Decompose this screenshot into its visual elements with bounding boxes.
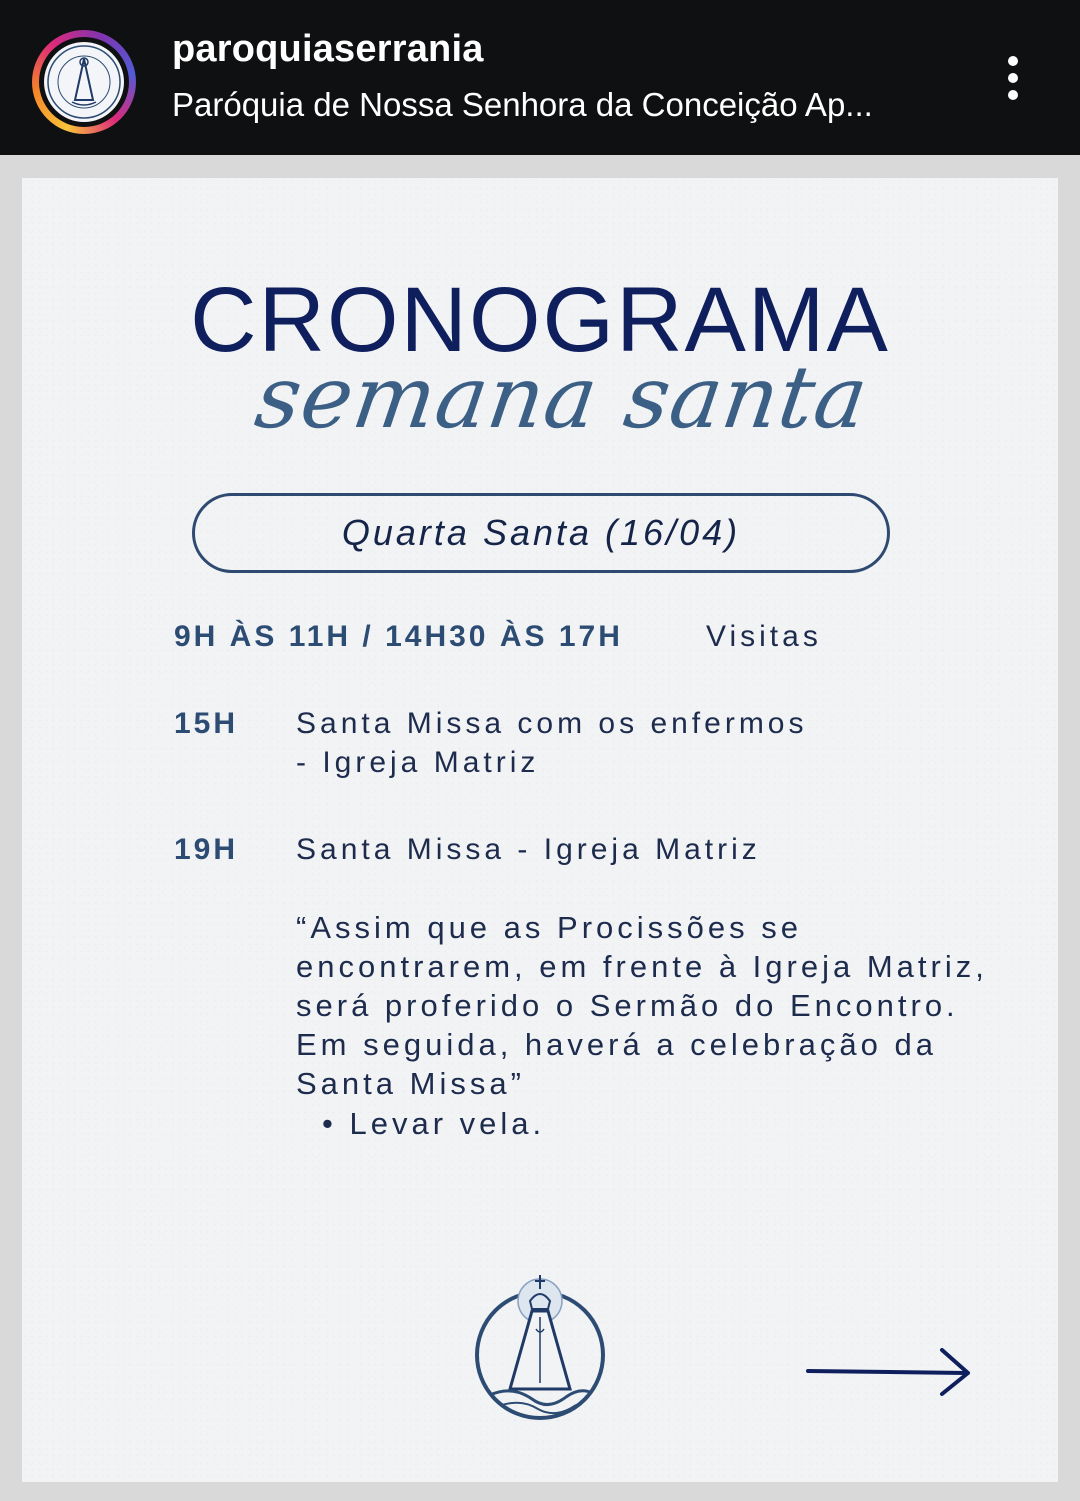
schedule-time: 15H xyxy=(174,707,239,740)
avatar-border xyxy=(39,37,129,127)
parish-logo-avatar-icon xyxy=(44,42,124,122)
schedule-desc: Visitas xyxy=(706,620,822,653)
bullet-text: Levar vela. xyxy=(349,1106,546,1141)
arrow-right-icon[interactable] xyxy=(804,1344,974,1398)
schedule-desc-cont: - Igreja Matriz xyxy=(296,746,540,779)
schedule-time: 19H xyxy=(174,833,239,866)
schedule-time: 9H ÀS 11H / 14H30 ÀS 17H xyxy=(174,620,623,653)
more-options-button[interactable] xyxy=(990,50,1038,106)
schedule-desc: Santa Missa com os enfermos xyxy=(296,707,808,740)
more-vertical-icon-dot xyxy=(1008,73,1018,83)
procession-note: “Assim que as Procissões se encontrarem, em frente à Igreja Matriz, será proferido o Sermão do Encontro. Em seguida, haverá a celebração da Santa Missa” xyxy=(296,910,988,1101)
more-vertical-icon-dot xyxy=(1008,56,1018,66)
our-lady-aparecida-logo-icon xyxy=(472,1273,608,1428)
day-label: Quarta Santa (16/04) xyxy=(192,493,890,573)
username[interactable]: paroquiaserrania xyxy=(172,28,484,70)
schedule-row xyxy=(174,833,238,867)
post-image[interactable] xyxy=(22,178,1058,1482)
story-ring[interactable] xyxy=(32,30,136,134)
post-header xyxy=(0,0,1080,155)
schedule-row xyxy=(174,707,238,741)
schedule-row xyxy=(174,620,623,654)
bullet-item: • Levar vela. xyxy=(322,1106,546,1141)
post-subtitle: semana santa xyxy=(249,348,875,448)
schedule-desc: Santa Missa - Igreja Matriz xyxy=(296,833,761,866)
avatar[interactable] xyxy=(44,42,124,122)
more-vertical-icon-dot xyxy=(1008,90,1018,100)
post-title: CRONOGRAMA xyxy=(190,269,890,371)
account-fullname: Paróquia de Nossa Senhora da Conceição Ap... xyxy=(172,86,873,123)
